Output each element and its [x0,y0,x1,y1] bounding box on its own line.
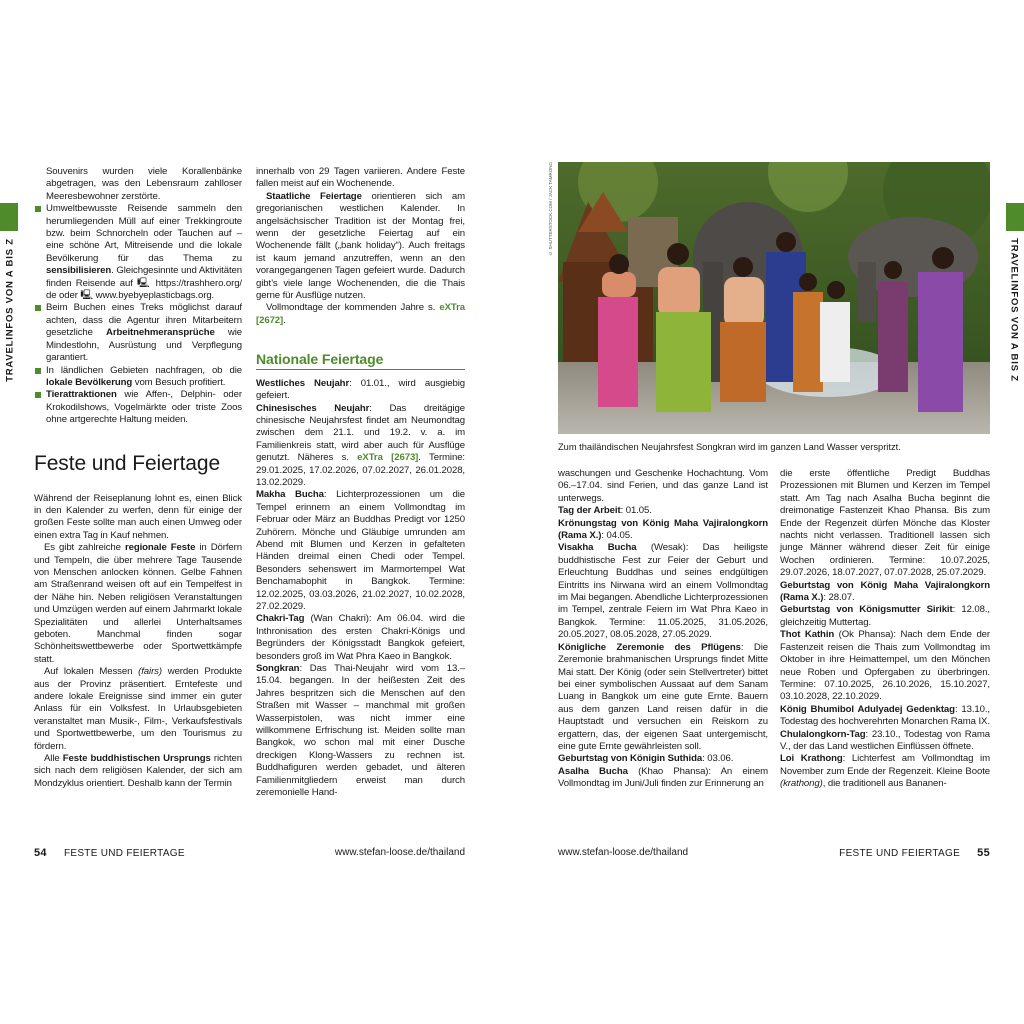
side-tab-right [1006,203,1024,231]
photo-credit: © SHUTTERSTOCK.COM / JACK TAMRONG [548,162,553,256]
holiday-entry: König Bhumibol Adulyadej Gedenktag: 13.10., Todestag des hochverehrten Monarchen Rama IX. [780,703,990,728]
bullet-item: In ländlichen Gebieten nachfragen, ob die lokale Bevölkerung vom Besuch profitiert. [34,365,242,390]
left-column-2 [256,166,465,800]
footer-right [558,847,990,858]
paragraph: Staatliche Feiertage orientieren sich am gregorianischen westlichen Kalender. In angelsächsischer Tradition ist der Montag frei, wenn der gesetzliche Feiertag auf ein Wochenende fällt („bank holiday“). Auch freitags ist kaum jemand anzutreffen, wenn an den vorangegangenen Tagen gefeiert wurde. Dadurch gibt’s viele lange Wochenenden, die die Thais gerne für Ausflüge nutzen. [256,190,465,302]
holiday-entry: Geburtstag von Königsmutter Sirikit: 12.08., gleichzeitig Muttertag. [780,604,990,628]
bullet-item: Umweltbewusste Reisende sammeln den herumliegenden Müll auf einer Trekkingroute bzw. beim Schnorcheln oder Tauchen auf – eine schöne Art, Mitreisende und die lokale Bevölkerung für das Thema zu sensibilisieren. Gleichgesinnte und Aktivitäten finden Reisende auf 🖳 https://trashhero.org/ de oder 🖳 www.byebyeplasticbags.org. [34,203,242,302]
paragraph: Souvenirs wurden viele Korallenbänke abgetragen, was den Lebensraum zahlloser Meeresbewohner zerstörte. [46,166,242,202]
bullet-item: Tierattraktionen wie Affen-, Delphin- oder Krokodilshows, Vogelmärkte oder triste Zoos ohne artgerechte Haltung meiden. [34,389,242,426]
page-number: 54 [34,847,47,859]
footer-url[interactable]: www.stefan-loose.de/thailand [558,847,689,858]
side-tab-left [0,203,18,231]
paragraph: Es gibt zahlreiche regionale Feste in Dörfern und Tempeln, die über mehrere Tage Tausende von Menschen anlocken können. Gelbe Fahnen am Straßenrand weisen oft auf ein Tempelfest in der Nähe hin. Neben religiösen Veranstaltungen und Umzügen werden auf einem Jahrmarkt lokale Spezialitäten und allerlei Unterhaltsames geboten. Manchmal finden sogar Schönheitswettbewerbe oder Sportwettkämpfe statt. [34,542,242,665]
side-tab-label-left: TRAVELINFOS VON A BIS Z [4,238,16,382]
holiday-entry: Geburtstag von König Maha Vajiralongkorn (Rama X.): 28.07. [780,579,990,604]
page-number: 55 [977,847,990,859]
paragraph: Alle Feste buddhistischen Ursprungs richten sich nach dem religiösen Kalender, der sich am Mondzyklus orientiert. Deshalb kann der Termin [34,753,243,789]
paragraph: innerhalb von 29 Tagen variieren. Andere Feste fallen meist auf ein Wochenende. [256,166,465,190]
right-column-2 [780,468,990,791]
paragraph: die erste öffentliche Predigt Buddhas Prozessionen mit Blumen und Kerzen im Tempel statt. Am Tag nach Asalha Bucha beginnt die dreimonatige Fastenzeit Khao Phansa. Bis zum Ende der Regenzeit dürfen Mönche das Kloster nachts nicht verlassen. Traditionell lassen sich junge Männer während dieser Zeit für einige Wochen ordinieren. Termine: 10.07.2025, 29.07.2026, 18.07.2027, 07.07.2028, 25.07.2029. [780,468,990,579]
chapter-title: Feste und Feiertage [34,451,221,475]
extra-link[interactable]: eXTra [2672] [256,302,465,326]
right-column-1 [558,468,768,791]
holiday-entry: Westliches Neujahr: 01.01., wird ausgiebig gefeiert. [256,377,466,402]
bullet-item: Beim Buchen eines Treks möglichst darauf achten, dass die Agentur ihren Mitarbeitern gesetzliche Arbeitnehmeransprüche wie Mindestlohn, Ausrüstung und Verpflegung garantiert. [34,302,242,364]
holiday-entry: Thot Kathin (Ok Phansa): Nach dem Ende der Fastenzeit reisen die Thais zum Vollmondtag im Oktober in ihre Heimattempel, um den Mönchen neue Roben und Opfergaben zu überbringen. Termine: 07.10.2025, 26.10.2026, 15.10.2027, 03.10.2028, 22.10.2029. [780,629,991,703]
paragraph: Vollmondtage der kommenden Jahre s. eXTra [2672]. [256,302,465,326]
holiday-entry: Loi Krathong: Lichterfest am Vollmondtag im November zum Ende der Regenzeit. Kleine Boote (krathong), die traditionell aus Bananen- [780,753,990,790]
footer-left [34,847,465,859]
holiday-entry: Chinesisches Neujahr: Das dreitägige chinesische Neujahrsfest findet am Neumondtag zwischen dem 21.1. und 19.2. v. a. im Familienkreis statt, wird aber auch für Ausflüge genutzt. Näheres s. eXTra [2673]. Termine: 29.01.2025, 17.02.2026, 07.02.2027, 26.01.2028, 13.02.2029. [256,402,465,488]
photo-caption: Zum thailändischen Neujahrsfest Songkran wird im ganzen Land Wasser verspritzt. [558,442,901,452]
left-column-1 [34,166,242,790]
holiday-entry: Tag der Arbeit: 01.05. [558,505,652,517]
paragraph: Während der Reiseplanung lohnt es, einen Blick in den Kalender zu werfen, denn für einige der großen Feste sollte man auch einen Umweg oder einen extra Tag in Kauf nehmen. [34,492,242,541]
holiday-entry: Krönungstag von König Maha Vajiralongkorn (Rama X.): 04.05. [558,517,768,542]
footer-url[interactable]: www.stefan-loose.de/thailand [334,847,465,858]
holiday-entry: Asalha Bucha (Khao Phansa): An einem Vollmondtag im Juni/Juli finden zur Erinnerung an [558,765,768,790]
holiday-entry: Songkran: Das Thai-Neujahr wird vom 13.–15.04. begangen. In der heißesten Zeit des Jahres bespritzen sich die Menschen auf den Straßen mit Wasser – manchmal mit großen Wasserpistolen, was nicht immer eine willkommene Erfrischung ist. Meiden sollte man Bangkok, wo schon mal mit einer Dusche dreckigen Klong-Wassers zu rechnen ist. Buddhafiguren werden gebadet, und älteren Familienmitgliedern erweist man durch zeremonielle Hand- [256,663,465,799]
running-title: FESTE UND FEIERTAGE [63,848,185,859]
holiday-entry: Chulalongkorn-Tag: 23.10., Todestag von Rama V., der das Land westlichen Einflüssen öffnete. [780,728,990,752]
photo-illustration [558,162,990,434]
holiday-entry: Geburtstag von Königin Suthida: 03.06. [558,753,734,765]
holiday-entry: Chakri-Tag (Wan Chakri): Am 06.04. wird die Inthronisation des ersten Chakri-Königs und Begründers der Königsstadt Bangkok gefeiert, besonders groß im Wat Phra Kaeo in Bangkok. [256,613,465,662]
holiday-entry: Visakha Bucha (Wesak): Das heiligste buddhistische Fest zur Feier der Geburt und Erleuchtung Buddhas und seines endgültigen Eintritts ins Nirwana wird an einem Vollmondtag im Mai begangen. Abendliche Lichterprozessionen im Tempel, zentrale Feiern im Wat Phra Kaeo in Bangkok. Termine: 11.05.2025, 31.05.2026, 20.05.2027, 08.05.2028, 27.05.2029. [558,542,768,641]
section-title: Nationale Feiertage [256,353,465,369]
running-title: FESTE UND FEIERTAGE [839,848,961,859]
paragraph: waschungen und Geschenke Hochachtung. Vom 06.–17.04. sind Ferien, und das ganze Land ist unterwegs. [558,468,768,504]
paragraph: Auf lokalen Messen (fairs) werden Produkte aus der Provinz präsentiert. Erntefeste und andere lokale Ereignisse sind immer ein guter Anlass für ein Volksfest. In Urlaubsgebieten veranstaltet man Musik-, Film-, Verkaufsfestivals und Sportwettbewerbe, um den Tourismus zu fördern. [34,666,242,752]
holiday-entry: Makha Bucha: Lichterprozessionen um die Tempel erinnern an einem Vollmondtag im Februar oder März an Buddhas Predigt vor 1250 Zuhörern. Mönche und Gläubige umrunden am Abend mit Blumen und Kerzen in gefalteten Händen dreimal einen Chedi oder Tempel. Besonders sehenswert im Marmortempel Wat Benchamabophit in Bangkok. Termine: 12.02.2025, 03.03.2026, 21.02.2027, 10.02.2028, 27.02.2029. [256,489,465,612]
extra-link[interactable]: eXTra [2673] [357,452,419,464]
photo-songkran [558,162,990,434]
holiday-entry: Königliche Zeremonie des Pflügens: Die Zeremonie brahmanischen Ursprungs findet Mitte Mai statt. Der König (oder sein Stellvertreter) bittet bei einer symbolischen Aussaat auf dem Sanam Luang in Bangkok um eine gute Ernte. Bauern aus dem ganzen Land reisen dafür in die Hauptstadt und versuchen ein Reiskorn zu ergattern, das, der eigenen Saat untergemischt, eine gute Ernte gewährleisten soll. [558,641,768,752]
side-tab-label-right: TRAVELINFOS VON A BIS Z [1008,238,1020,382]
